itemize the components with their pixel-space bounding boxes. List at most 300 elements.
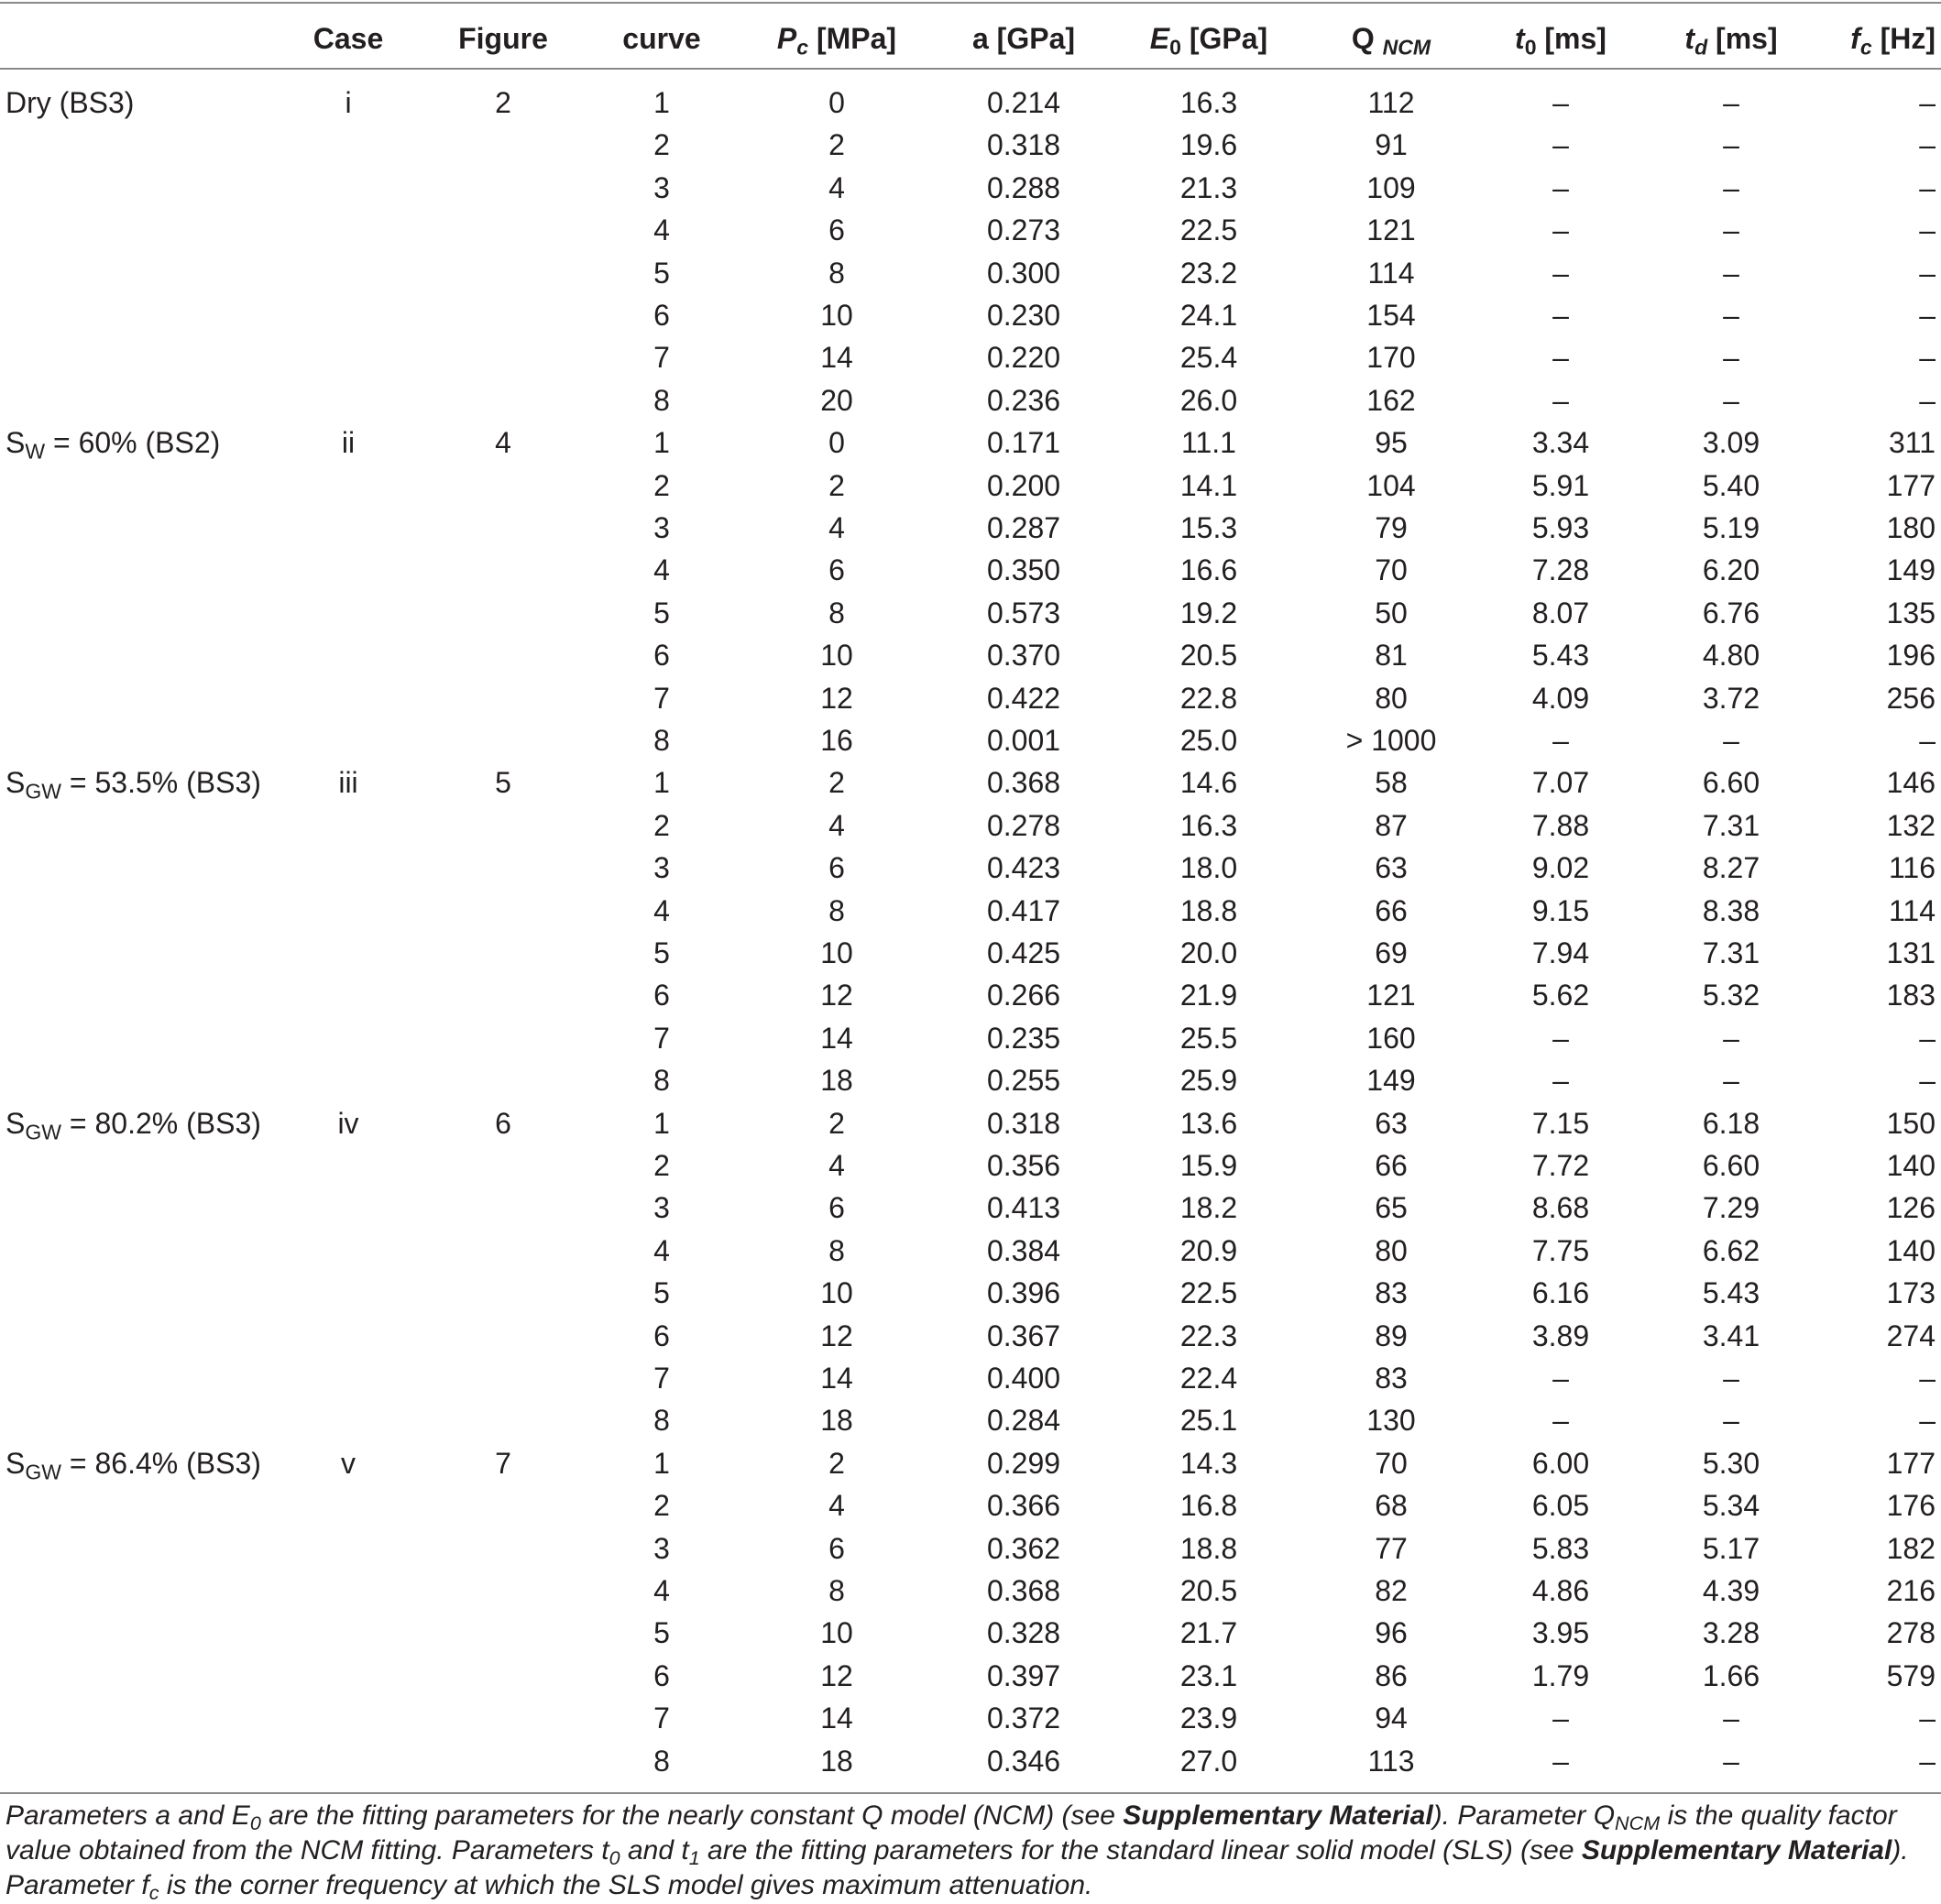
table-cell: 2 bbox=[828, 1447, 845, 1480]
table-cell: 22.5 bbox=[1179, 1276, 1238, 1309]
table-cell: – bbox=[1552, 86, 1569, 119]
table-cell: 8.68 bbox=[1531, 1191, 1590, 1224]
table-cell: – bbox=[1723, 1702, 1739, 1734]
table-cell: – bbox=[1919, 341, 1936, 374]
table-cell: 22.8 bbox=[1179, 682, 1238, 715]
table-cell: – bbox=[1723, 1362, 1739, 1395]
table-cell: 22.5 bbox=[1179, 213, 1238, 246]
table-cell: 25.4 bbox=[1179, 341, 1238, 374]
table-cell: 0.284 bbox=[986, 1404, 1061, 1437]
table-cell: 5.91 bbox=[1531, 469, 1590, 502]
table-cell: 2 bbox=[828, 1107, 845, 1140]
table-cell: 0.396 bbox=[986, 1276, 1061, 1309]
table-cell: 5.34 bbox=[1702, 1489, 1760, 1522]
table-cell: 70 bbox=[1375, 553, 1408, 586]
table-cell: 16.6 bbox=[1179, 553, 1238, 586]
table-cell: – bbox=[1723, 86, 1739, 119]
table-cell: 81 bbox=[1375, 639, 1408, 672]
table-cell: 69 bbox=[1375, 936, 1408, 969]
table-cell: 11.1 bbox=[1181, 426, 1236, 459]
table-cell: 1 bbox=[653, 86, 670, 119]
table-cell: 109 bbox=[1366, 171, 1416, 204]
table-cell: 20 bbox=[820, 384, 853, 417]
table-cell: 80 bbox=[1375, 1234, 1408, 1267]
table-cell: 7.29 bbox=[1702, 1191, 1760, 1224]
table-cell: 27.0 bbox=[1179, 1745, 1238, 1778]
header-t0: $t_0$ [ms] bbox=[1515, 22, 1607, 60]
table-cell: 130 bbox=[1366, 1404, 1416, 1437]
table-cell: 0.370 bbox=[986, 639, 1061, 672]
table-cell: 21.7 bbox=[1179, 1616, 1238, 1649]
group-label: $S_W = 60\%$ (BS2) bbox=[5, 426, 221, 464]
table-cell: 91 bbox=[1375, 128, 1408, 161]
table-cell: 70 bbox=[1375, 1447, 1408, 1480]
table-cell: 23.2 bbox=[1179, 257, 1238, 290]
group-case: i bbox=[345, 86, 352, 119]
table-cell: 216 bbox=[1886, 1574, 1936, 1607]
table-cell: 7.28 bbox=[1531, 553, 1590, 586]
table-cell: 18 bbox=[820, 1745, 853, 1778]
table-cell: 5.93 bbox=[1531, 511, 1590, 544]
table-cell: 4 bbox=[653, 1234, 670, 1267]
table-cell: 5.30 bbox=[1702, 1447, 1760, 1480]
table-cell: 6 bbox=[828, 553, 845, 586]
table-cell: – bbox=[1723, 299, 1739, 332]
table-cell: 0.273 bbox=[986, 213, 1061, 246]
table-cell: 0.366 bbox=[986, 1489, 1061, 1522]
table-cell: 63 bbox=[1375, 1107, 1408, 1140]
table-cell: – bbox=[1552, 1064, 1569, 1097]
table-cell: 0.266 bbox=[986, 979, 1061, 1012]
table-cell: – bbox=[1552, 1745, 1569, 1778]
table-cell: 8 bbox=[653, 1745, 670, 1778]
group-figure: 2 bbox=[495, 86, 511, 119]
table-cell: 5 bbox=[653, 257, 670, 290]
table-cell: 2 bbox=[828, 128, 845, 161]
table-cell: – bbox=[1552, 128, 1569, 161]
table-cell: 162 bbox=[1366, 384, 1416, 417]
table-cell: 10 bbox=[820, 1276, 853, 1309]
table-cell: 0.328 bbox=[986, 1616, 1061, 1649]
table-cell: 6 bbox=[828, 1191, 845, 1224]
table-cell: 86 bbox=[1375, 1659, 1408, 1692]
table-cell: 274 bbox=[1886, 1319, 1936, 1352]
table-cell: 3 bbox=[653, 851, 670, 884]
table-cell: 6 bbox=[653, 1319, 670, 1352]
table-cell: 4 bbox=[653, 213, 670, 246]
table-cell: 96 bbox=[1375, 1616, 1408, 1649]
table-cell: 7.94 bbox=[1531, 936, 1590, 969]
table-cell: 66 bbox=[1375, 894, 1408, 927]
header-case: Case bbox=[313, 22, 384, 55]
table-cell: 0.423 bbox=[986, 851, 1061, 884]
table-cell: 7.31 bbox=[1702, 809, 1760, 842]
table-cell: 87 bbox=[1375, 809, 1408, 842]
table-cell: 6.05 bbox=[1531, 1489, 1590, 1522]
table-cell: 3.95 bbox=[1531, 1616, 1590, 1649]
table-cell: 114 bbox=[1888, 894, 1936, 927]
table-cell: 9.15 bbox=[1531, 894, 1590, 927]
table-cell: 0 bbox=[828, 86, 845, 119]
group-case: iii bbox=[338, 766, 358, 799]
table-cell: – bbox=[1919, 724, 1936, 757]
table-cell: 4 bbox=[828, 809, 845, 842]
table-cell: 16.8 bbox=[1179, 1489, 1238, 1522]
table-cell: 9.02 bbox=[1531, 851, 1590, 884]
table-cell: 6.62 bbox=[1702, 1234, 1760, 1267]
table-cell: – bbox=[1723, 1404, 1739, 1437]
table-cell: 18.8 bbox=[1179, 1532, 1238, 1565]
table-cell: 10 bbox=[820, 936, 853, 969]
table-cell: 14 bbox=[820, 1362, 853, 1395]
table-cell: – bbox=[1919, 213, 1936, 246]
table-cell: – bbox=[1552, 341, 1569, 374]
group-case: ii bbox=[341, 426, 356, 459]
header-td: $t_d$ [ms] bbox=[1684, 22, 1778, 60]
table-cell: – bbox=[1723, 1064, 1739, 1097]
table-cell: 6.60 bbox=[1702, 1149, 1760, 1182]
table-cell: 146 bbox=[1886, 766, 1936, 799]
table-cell: 6.20 bbox=[1702, 553, 1760, 586]
table-cell: 16.3 bbox=[1179, 809, 1238, 842]
table-cell: 1 bbox=[653, 1107, 670, 1140]
table-cell: 4.39 bbox=[1702, 1574, 1760, 1607]
table-cell: 94 bbox=[1375, 1702, 1408, 1734]
table-cell: – bbox=[1919, 1745, 1936, 1778]
table-cell: 104 bbox=[1366, 469, 1416, 502]
table-cell: 6 bbox=[828, 851, 845, 884]
table-cell: 0.417 bbox=[986, 894, 1061, 927]
table-cell: 68 bbox=[1375, 1489, 1408, 1522]
table-cell: 311 bbox=[1888, 426, 1936, 459]
table-cell: 14.6 bbox=[1179, 766, 1238, 799]
group-label: $S_{GW} = 86.4\%$ (BS3) bbox=[5, 1447, 261, 1484]
table-cell: 3.34 bbox=[1531, 426, 1590, 459]
table-cell: 8.38 bbox=[1702, 894, 1760, 927]
table-cell: 5.19 bbox=[1702, 511, 1760, 544]
table-cell: 25.1 bbox=[1179, 1404, 1238, 1437]
table-cell: 149 bbox=[1886, 553, 1936, 586]
table-cell: 0.400 bbox=[986, 1362, 1061, 1395]
table-cell: 12 bbox=[820, 682, 853, 715]
table-cell: 0.573 bbox=[986, 596, 1061, 629]
table-cell: 0.413 bbox=[986, 1191, 1061, 1224]
table-cell: 16 bbox=[820, 724, 853, 757]
table-cell: 1 bbox=[653, 1447, 670, 1480]
table-cell: – bbox=[1919, 257, 1936, 290]
table-cell: 5.32 bbox=[1702, 979, 1760, 1012]
table-cell: 77 bbox=[1375, 1532, 1408, 1565]
header-a: a [GPa] bbox=[971, 22, 1076, 55]
table-cell: 0.220 bbox=[986, 341, 1061, 374]
table-cell: – bbox=[1723, 171, 1739, 204]
table-cell: 4.09 bbox=[1531, 682, 1590, 715]
table-cell: – bbox=[1919, 384, 1936, 417]
header-figure: Figure bbox=[458, 22, 548, 55]
table-cell: 0.230 bbox=[986, 299, 1061, 332]
table-cell: 0.235 bbox=[986, 1022, 1061, 1055]
table-cell: 131 bbox=[1886, 936, 1936, 969]
table-cell: 7.15 bbox=[1531, 1107, 1590, 1140]
table-cell: 18 bbox=[820, 1064, 853, 1097]
header-pc: $P_c$ [MPa] bbox=[776, 22, 897, 60]
table-cell: 8 bbox=[828, 1574, 845, 1607]
table-cell: 4.86 bbox=[1531, 1574, 1590, 1607]
table-cell: – bbox=[1552, 213, 1569, 246]
table-cell: 2 bbox=[653, 1489, 670, 1522]
table-cell: 6 bbox=[828, 213, 845, 246]
table-cell: 8 bbox=[828, 1234, 845, 1267]
table-cell: 80 bbox=[1375, 682, 1408, 715]
table-cell: 23.9 bbox=[1179, 1702, 1238, 1734]
table-cell: – bbox=[1552, 1022, 1569, 1055]
table-top-rule bbox=[0, 2, 1941, 4]
table-cell: 5.83 bbox=[1531, 1532, 1590, 1565]
table-cell: 6.16 bbox=[1531, 1276, 1590, 1309]
table-cell: – bbox=[1552, 1362, 1569, 1395]
table-cell: 6 bbox=[828, 1532, 845, 1565]
table-cell: 0.236 bbox=[986, 384, 1061, 417]
table-cell: 18 bbox=[820, 1404, 853, 1437]
table-cell: 20.0 bbox=[1179, 936, 1238, 969]
table-cell: 22.3 bbox=[1179, 1319, 1238, 1352]
table-cell: 0.001 bbox=[986, 724, 1061, 757]
table-cell: 3.41 bbox=[1702, 1319, 1760, 1352]
table-cell: 170 bbox=[1366, 341, 1416, 374]
table-cell: – bbox=[1723, 128, 1739, 161]
table-cell: 0.422 bbox=[986, 682, 1061, 715]
table-cell: 140 bbox=[1886, 1234, 1936, 1267]
table-cell: 5.17 bbox=[1702, 1532, 1760, 1565]
table-bottom-rule bbox=[0, 1792, 1941, 1794]
table-cell: 5 bbox=[653, 936, 670, 969]
table-cell: – bbox=[1723, 341, 1739, 374]
table-cell: 256 bbox=[1886, 682, 1936, 715]
table-cell: 3.89 bbox=[1531, 1319, 1590, 1352]
table-cell: – bbox=[1723, 213, 1739, 246]
table-cell: – bbox=[1723, 257, 1739, 290]
table-cell: 0.200 bbox=[986, 469, 1061, 502]
table-cell: 13.6 bbox=[1179, 1107, 1238, 1140]
table-cell: 2 bbox=[653, 128, 670, 161]
table-cell: 7 bbox=[653, 682, 670, 715]
table-cell: 20.5 bbox=[1179, 1574, 1238, 1607]
table-cell: 7.07 bbox=[1531, 766, 1590, 799]
header-q-ncm: Q $_{NCM}$ bbox=[1351, 22, 1431, 60]
table-cell: 14 bbox=[820, 1702, 853, 1734]
table-cell: 173 bbox=[1886, 1276, 1936, 1309]
table-cell: 6.18 bbox=[1702, 1107, 1760, 1140]
table-cell: 2 bbox=[653, 809, 670, 842]
table-cell: 25.0 bbox=[1179, 724, 1238, 757]
table-cell: 79 bbox=[1375, 511, 1408, 544]
table-cell: 1.79 bbox=[1531, 1659, 1590, 1692]
table-cell: – bbox=[1919, 1404, 1936, 1437]
table-cell: 5 bbox=[653, 1616, 670, 1649]
table-cell: – bbox=[1919, 1022, 1936, 1055]
table-cell: 12 bbox=[820, 979, 853, 1012]
table-cell: 14 bbox=[820, 1022, 853, 1055]
table-cell: 83 bbox=[1375, 1362, 1408, 1395]
table-cell: 3 bbox=[653, 511, 670, 544]
table-cell: 113 bbox=[1367, 1745, 1415, 1778]
table-cell: 19.2 bbox=[1179, 596, 1238, 629]
table-cell: 2 bbox=[828, 766, 845, 799]
table-cell: 0.288 bbox=[986, 171, 1061, 204]
table-cell: 4.80 bbox=[1702, 639, 1760, 672]
table-cell: 0.318 bbox=[986, 1107, 1061, 1140]
table-cell: – bbox=[1552, 1702, 1569, 1734]
table-cell: 7 bbox=[653, 1362, 670, 1395]
table-cell: 126 bbox=[1886, 1191, 1936, 1224]
table-cell: 2 bbox=[653, 469, 670, 502]
table-cell: – bbox=[1919, 128, 1936, 161]
table-cell: 0.346 bbox=[986, 1745, 1061, 1778]
table-cell: 1.66 bbox=[1702, 1659, 1760, 1692]
table-cell: – bbox=[1919, 86, 1936, 119]
table-cell: 0.287 bbox=[986, 511, 1061, 544]
table-cell: 1 bbox=[653, 766, 670, 799]
table-cell: 0.278 bbox=[986, 809, 1061, 842]
group-figure: 6 bbox=[495, 1107, 511, 1140]
table-cell: 0.255 bbox=[986, 1064, 1061, 1097]
table-cell: 6 bbox=[653, 639, 670, 672]
table-cell: 4 bbox=[828, 171, 845, 204]
table-cell: 0.214 bbox=[986, 86, 1061, 119]
table-cell: 4 bbox=[828, 1489, 845, 1522]
table-cell: – bbox=[1723, 384, 1739, 417]
table-cell: 7 bbox=[653, 1022, 670, 1055]
table-cell: 4 bbox=[653, 553, 670, 586]
table-cell: 19.6 bbox=[1179, 128, 1238, 161]
table-cell: 23.1 bbox=[1179, 1659, 1238, 1692]
table-cell: 114 bbox=[1367, 257, 1415, 290]
table-cell: 5.40 bbox=[1702, 469, 1760, 502]
table-cell: 180 bbox=[1886, 511, 1936, 544]
table-cell: 0.368 bbox=[986, 766, 1061, 799]
table-cell: 7 bbox=[653, 341, 670, 374]
table-cell: – bbox=[1552, 1404, 1569, 1437]
table-cell: 63 bbox=[1375, 851, 1408, 884]
table-cell: 7.31 bbox=[1702, 936, 1760, 969]
table-cell: 24.1 bbox=[1179, 299, 1238, 332]
table-cell: 3.28 bbox=[1702, 1616, 1760, 1649]
table-cell: 140 bbox=[1886, 1149, 1936, 1182]
table-cell: 0.350 bbox=[986, 553, 1061, 586]
table-cell: 176 bbox=[1886, 1489, 1936, 1522]
table-cell: 15.3 bbox=[1179, 511, 1238, 544]
table-cell: – bbox=[1723, 1022, 1739, 1055]
table-cell: – bbox=[1552, 257, 1569, 290]
table-cell: 12 bbox=[820, 1659, 853, 1692]
table-cell: 20.5 bbox=[1179, 639, 1238, 672]
table-footnote: Parameters a and $E_0$ are the fitting parameters for the nearly constant Q model (NCM) (see Supplementary Material). Parameter $Q_{NCM}$ is the quality factor value obtained from the NCM fitting. Parameters $t_0$ and $t_1$ are the fitting parameters for the standard linear solid model (SLS) (see Supplementary Material). Parameter $f_c$ is the corner frequency at which the SLS model gives maximum attenuation. bbox=[5, 1800, 1909, 1904]
table-cell: 0.368 bbox=[986, 1574, 1061, 1607]
table-cell: 66 bbox=[1375, 1149, 1408, 1182]
table-cell: 25.5 bbox=[1179, 1022, 1238, 1055]
table-cell: 7.88 bbox=[1531, 809, 1590, 842]
table-cell: 82 bbox=[1375, 1574, 1408, 1607]
table-cell: 58 bbox=[1375, 766, 1408, 799]
table-cell: 6 bbox=[653, 299, 670, 332]
table-cell: – bbox=[1919, 1362, 1936, 1395]
table-cell: 2 bbox=[653, 1149, 670, 1182]
group-figure: 5 bbox=[495, 766, 511, 799]
table-cell: 149 bbox=[1366, 1064, 1416, 1097]
table-cell: 132 bbox=[1886, 809, 1936, 842]
table-cell: 0.356 bbox=[986, 1149, 1061, 1182]
table-cell: 579 bbox=[1886, 1659, 1936, 1692]
table-cell: – bbox=[1919, 171, 1936, 204]
table-cell: 1 bbox=[653, 426, 670, 459]
table-cell: 7.75 bbox=[1531, 1234, 1590, 1267]
group-label: $S_{GW} = 80.2\%$ (BS3) bbox=[5, 1107, 261, 1144]
table-cell: 12 bbox=[820, 1319, 853, 1352]
table-cell: 8 bbox=[653, 1064, 670, 1097]
table-cell: 14.1 bbox=[1179, 469, 1238, 502]
table-cell: 8 bbox=[828, 894, 845, 927]
table-cell: 135 bbox=[1886, 596, 1936, 629]
table-cell: – bbox=[1919, 1064, 1936, 1097]
table-cell: 3 bbox=[653, 1532, 670, 1565]
table-cell: 0.384 bbox=[986, 1234, 1061, 1267]
table-cell: > 1000 bbox=[1345, 724, 1437, 757]
table-cell: 196 bbox=[1886, 639, 1936, 672]
table-cell: 0.397 bbox=[986, 1659, 1061, 1692]
table-cell: 5 bbox=[653, 596, 670, 629]
group-label: $S_{GW} = 53.5\%$ (BS3) bbox=[5, 766, 261, 804]
table-cell: 150 bbox=[1886, 1107, 1936, 1140]
table-cell: 3.72 bbox=[1702, 682, 1760, 715]
table-cell: 8 bbox=[653, 384, 670, 417]
table-cell: 6.76 bbox=[1702, 596, 1760, 629]
group-case: iv bbox=[337, 1107, 359, 1140]
table-cell: – bbox=[1919, 1702, 1936, 1734]
table-cell: 160 bbox=[1366, 1022, 1416, 1055]
table-cell: 15.9 bbox=[1179, 1149, 1238, 1182]
table-cell: 2 bbox=[828, 469, 845, 502]
table-cell: 7 bbox=[653, 1702, 670, 1734]
table-cell: 65 bbox=[1375, 1191, 1408, 1224]
table-cell: 112 bbox=[1367, 86, 1415, 119]
table-cell: 10 bbox=[820, 299, 853, 332]
group-figure: 4 bbox=[495, 426, 511, 459]
header-fc: $f_c$ [Hz] bbox=[1850, 22, 1936, 60]
table-cell: – bbox=[1552, 724, 1569, 757]
table-cell: – bbox=[1552, 299, 1569, 332]
table-cell: 8.27 bbox=[1702, 851, 1760, 884]
table-cell: 8 bbox=[653, 724, 670, 757]
table-cell: 8 bbox=[828, 596, 845, 629]
table-cell: 16.3 bbox=[1179, 86, 1238, 119]
table-cell: 0.362 bbox=[986, 1532, 1061, 1565]
table-cell: 14 bbox=[820, 341, 853, 374]
table-cell: 8 bbox=[653, 1404, 670, 1437]
table-cell: – bbox=[1919, 299, 1936, 332]
table-cell: – bbox=[1552, 384, 1569, 417]
table-cell: 95 bbox=[1375, 426, 1408, 459]
table-cell: 6 bbox=[653, 1659, 670, 1692]
table-cell: 83 bbox=[1375, 1276, 1408, 1309]
header-e0: $E_0$ [GPa] bbox=[1149, 22, 1268, 60]
table-cell: 3.09 bbox=[1702, 426, 1760, 459]
table-cell: 6.60 bbox=[1702, 766, 1760, 799]
table-cell: 5.43 bbox=[1702, 1276, 1760, 1309]
table-cell: 8 bbox=[828, 257, 845, 290]
table-cell: 0 bbox=[828, 426, 845, 459]
table-cell: 26.0 bbox=[1179, 384, 1238, 417]
table-cell: 154 bbox=[1366, 299, 1416, 332]
